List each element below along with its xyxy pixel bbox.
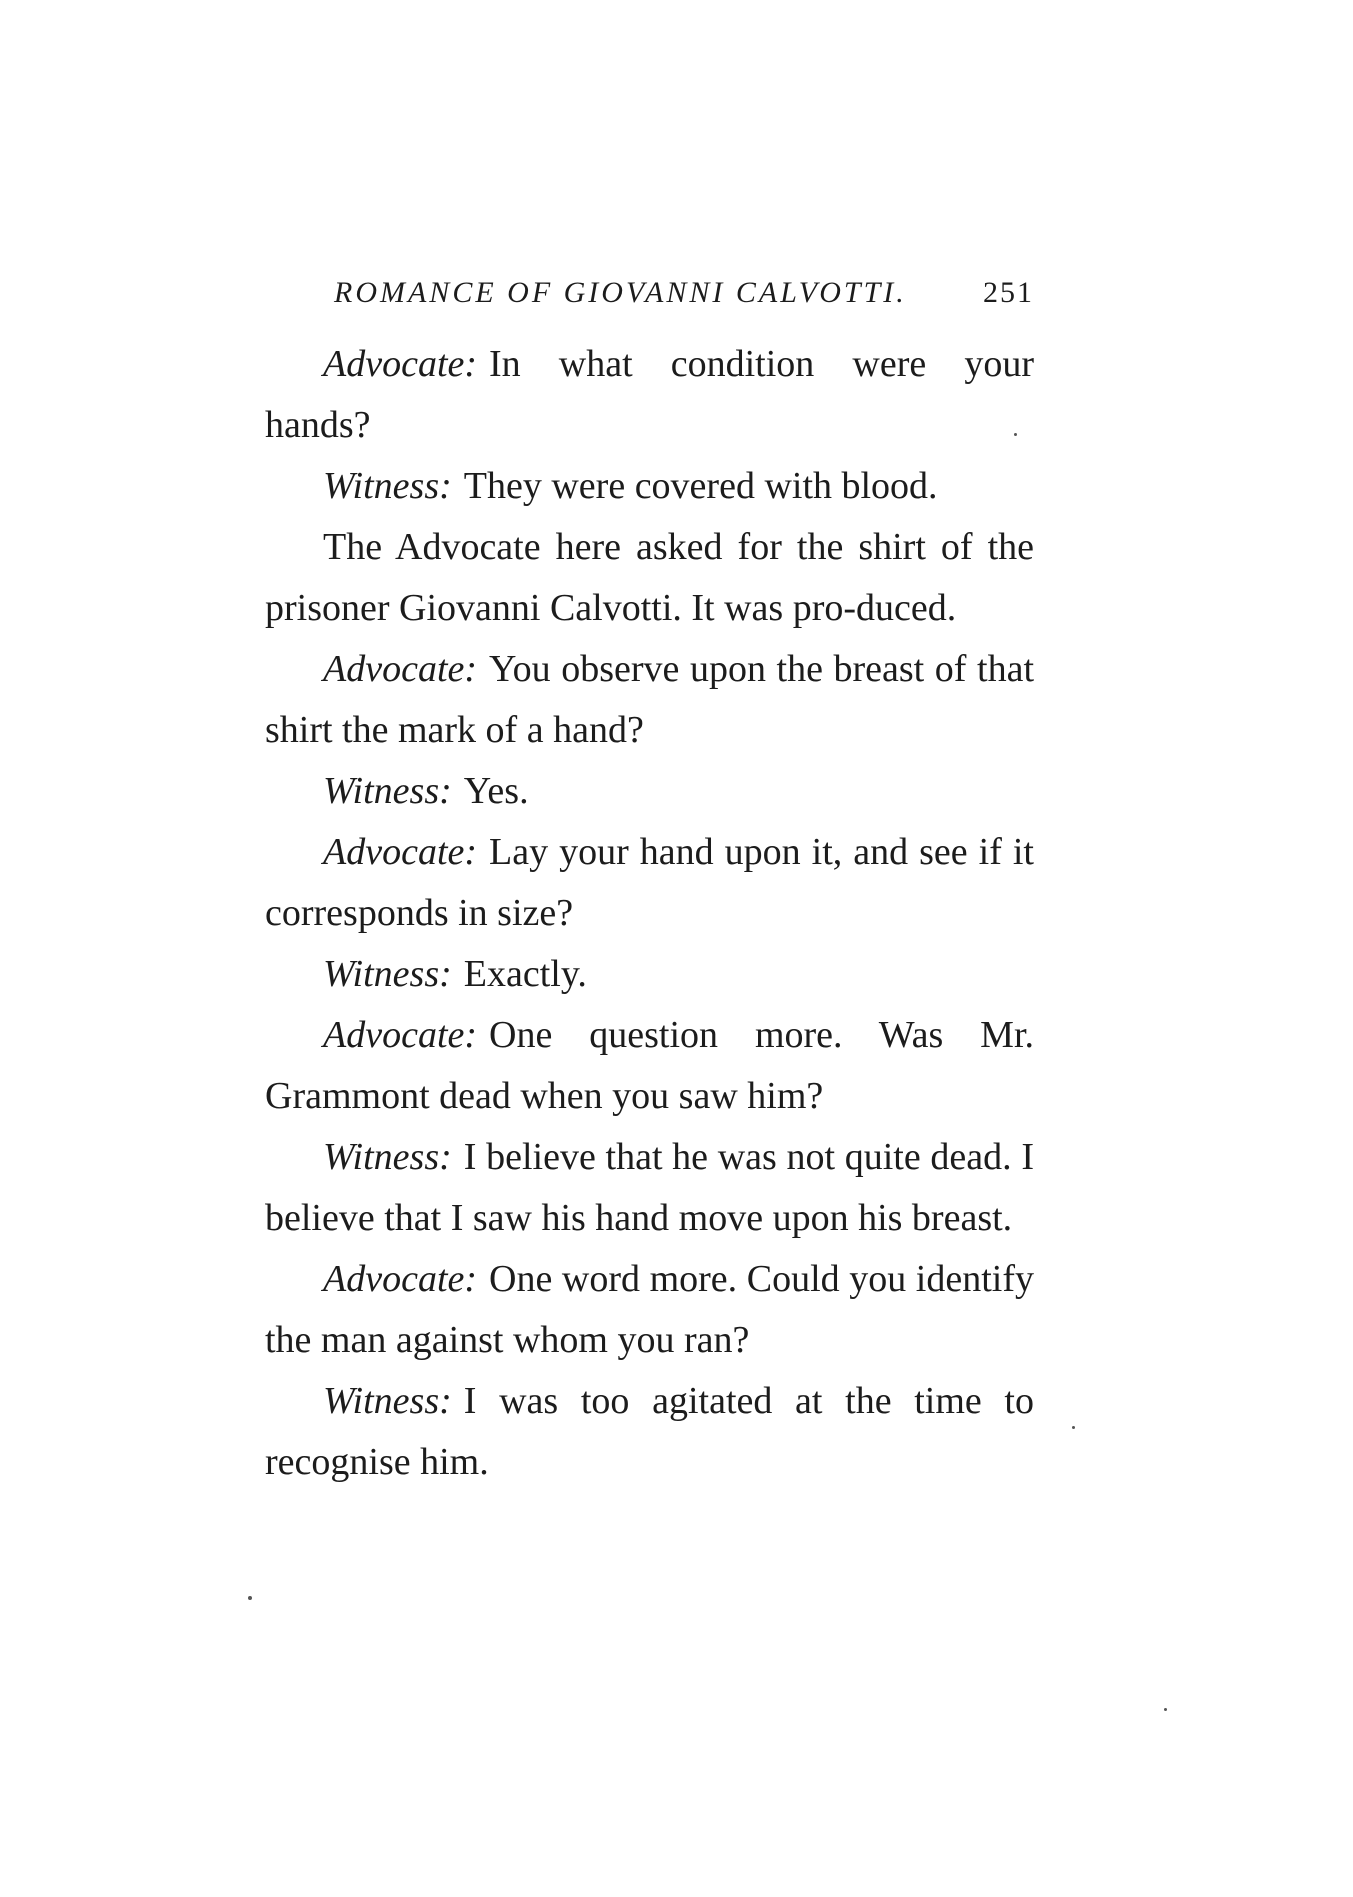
paragraph xyxy=(265,822,1034,944)
scan-speck xyxy=(1164,1708,1167,1711)
paragraph xyxy=(265,1249,1034,1371)
speech-text: Yes. xyxy=(463,770,529,812)
speaker-label: Witness: xyxy=(323,770,452,812)
speech-text: I believe that he was not quite dead. I believe that I saw his hand move upon his breast. xyxy=(265,1136,1034,1239)
speech-text: In what condition were your hands? xyxy=(265,343,1034,446)
scan-speck xyxy=(248,1596,252,1600)
speech-text: They were covered with blood. xyxy=(463,465,938,507)
speaker-label: Witness: xyxy=(323,953,452,995)
running-title: ROMANCE OF GIOVANNI CALVOTTI. xyxy=(334,276,907,309)
speaker-label: Advocate: xyxy=(323,343,478,385)
paragraph xyxy=(265,639,1034,761)
speaker-label: Witness: xyxy=(323,1380,452,1422)
paragraph xyxy=(265,1005,1034,1127)
speaker-label: Advocate: xyxy=(323,1014,478,1056)
speech-text: You observe upon the breast of that shirt the mark of a hand? xyxy=(265,648,1034,751)
speaker-label: Advocate: xyxy=(323,1258,478,1300)
speech-text: I was too agitated at the time to recognise him. xyxy=(265,1380,1034,1483)
paragraph xyxy=(265,761,1034,822)
paragraph xyxy=(265,517,1034,639)
paragraph xyxy=(265,1371,1034,1493)
speech-text: Lay your hand upon it, and see if it corresponds in size? xyxy=(265,831,1034,934)
narration-text: The Advocate here asked for the shirt of the prisoner Giovanni Calvotti. It was pro-duced. xyxy=(265,526,1034,629)
speech-text: One word more. Could you identify the man against whom you ran? xyxy=(265,1258,1034,1361)
speaker-label: Witness: xyxy=(323,465,452,507)
speech-text: One question more. Was Mr. Grammont dead when you saw him? xyxy=(265,1014,1034,1117)
scan-speck xyxy=(1072,1426,1075,1429)
speaker-label: Witness: xyxy=(323,1136,452,1178)
speech-text: Exactly. xyxy=(463,953,587,995)
scan-speck xyxy=(1014,433,1017,436)
page-body xyxy=(265,334,1034,1493)
paragraph xyxy=(265,334,1034,456)
paragraph xyxy=(265,1127,1034,1249)
page-header xyxy=(334,268,1034,318)
paragraph xyxy=(265,944,1034,1005)
paragraph xyxy=(265,456,1034,517)
page-number: 251 xyxy=(983,276,1034,309)
speaker-label: Advocate: xyxy=(323,648,478,690)
speaker-label: Advocate: xyxy=(323,831,478,873)
